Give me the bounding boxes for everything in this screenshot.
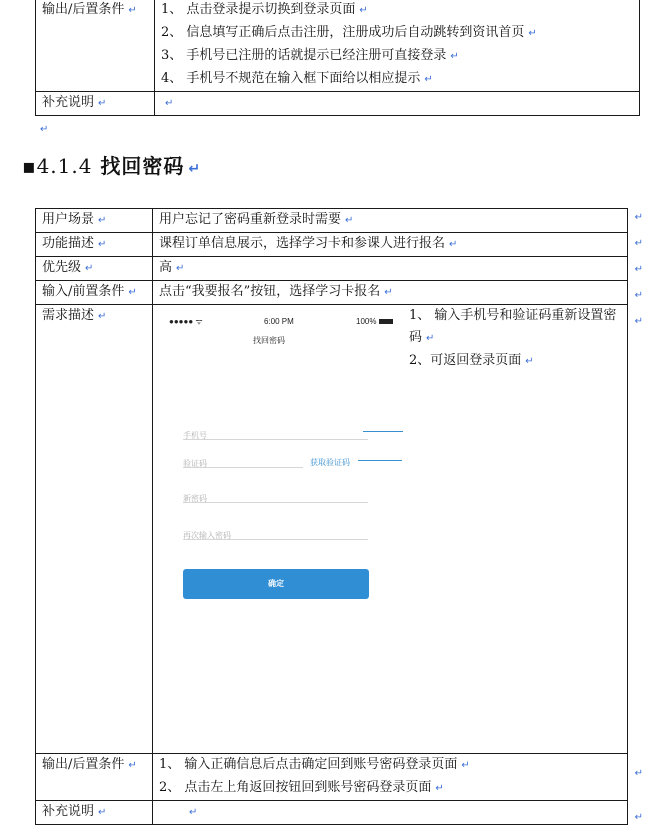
list-item: 2、 点击左上角返回按钮回到账号密码登录页面 ↵ xyxy=(159,780,444,795)
signal-icon: ●●●●● ᯤ xyxy=(169,317,203,326)
confirm-button[interactable]: 确定 xyxy=(183,569,369,599)
underline-mark xyxy=(363,431,403,432)
page-title: 找回密码 xyxy=(253,336,285,345)
list-item: 2、可返回登录页面 ↵ xyxy=(409,353,534,368)
table-row: 用户场景 ↵ 用户忘记了密码重新登录时需要 ↵ xyxy=(36,209,628,233)
row-end-mark: ↵ xyxy=(634,768,643,779)
requirement-cell xyxy=(153,305,628,754)
section-heading: ▪4.1.4 找回密码 ↵ xyxy=(22,154,202,178)
phone-input[interactable]: 手机号 xyxy=(183,425,368,440)
requirements-table-top xyxy=(35,0,640,116)
requirement-row: 需求描述 ↵ ●●●●● ᯤ 6:00 PM 100% 找回密码 手机号 验证码 获取验证码 新密码 再次输入密码 确定 1、 输入手机号和验证码重新设置密码 ↵ 2、可返回登录页面 ↵ xyxy=(36,305,628,754)
note-label: 补充说明 ↵ xyxy=(36,92,155,116)
row-end-mark: ↵ xyxy=(634,290,643,301)
row-end-mark: ↵ xyxy=(634,212,643,223)
phone-mockup xyxy=(153,305,627,753)
list-item: 1、 输入正确信息后点击确定回到账号密码登录页面 ↵ xyxy=(159,757,470,772)
list-item: 2、 信息填写正确后点击注册，注册成功后自动跳转到资讯首页 ↵ xyxy=(161,25,537,40)
output-cell xyxy=(155,0,640,92)
row-end-mark: ↵ xyxy=(634,264,643,275)
table-row: 优先级 ↵ 高 ↵ xyxy=(36,257,628,281)
status-bar xyxy=(163,311,403,325)
paragraph-mark: ↵ xyxy=(40,124,49,135)
row-end-mark: ↵ xyxy=(634,316,643,327)
underline-mark xyxy=(358,460,402,461)
new-password-input[interactable]: 新密码 xyxy=(183,488,368,503)
requirement-description xyxy=(409,305,619,373)
note-cell: ↵ xyxy=(155,92,640,116)
list-item: 3、 手机号已注册的话就提示已经注册可直接登录 ↵ xyxy=(161,48,459,63)
confirm-password-input[interactable]: 再次输入密码 xyxy=(183,525,368,540)
note-row: 补充说明 ↵ ↵ xyxy=(36,801,628,825)
list-item: 1、 输入手机号和验证码重新设置密码 ↵ xyxy=(409,308,617,345)
requirements-table xyxy=(35,208,628,825)
output-row xyxy=(36,0,640,92)
code-input[interactable]: 验证码 xyxy=(183,453,303,468)
row-end-mark: ↵ xyxy=(634,812,643,823)
status-time: 6:00 PM xyxy=(264,317,294,326)
table-row: 输入/前置条件 ↵ 点击“我要报名”按钮，选择学习卡报名 ↵ xyxy=(36,281,628,305)
get-code-button[interactable]: 获取验证码 xyxy=(310,458,350,467)
note-row xyxy=(36,92,640,116)
row-end-mark: ↵ xyxy=(634,238,643,249)
table-row: 功能描述 ↵ 课程订单信息展示，选择学习卡和参课人进行报名 ↵ xyxy=(36,233,628,257)
battery-icon: 100% xyxy=(356,311,393,333)
output-label: 输出/后置条件 ↵ xyxy=(36,0,155,92)
list-item: 4、 手机号不规范在输入框下面给以相应提示 ↵ xyxy=(161,71,433,86)
list-item: 1、 点击登录提示切换到登录页面 ↵ xyxy=(161,2,368,17)
output-row: 输出/后置条件 ↵ 1、 输入正确信息后点击确定回到账号密码登录页面 ↵ 2、 点击左上角返回按钮回到账号密码登录页面 ↵ xyxy=(36,754,628,801)
